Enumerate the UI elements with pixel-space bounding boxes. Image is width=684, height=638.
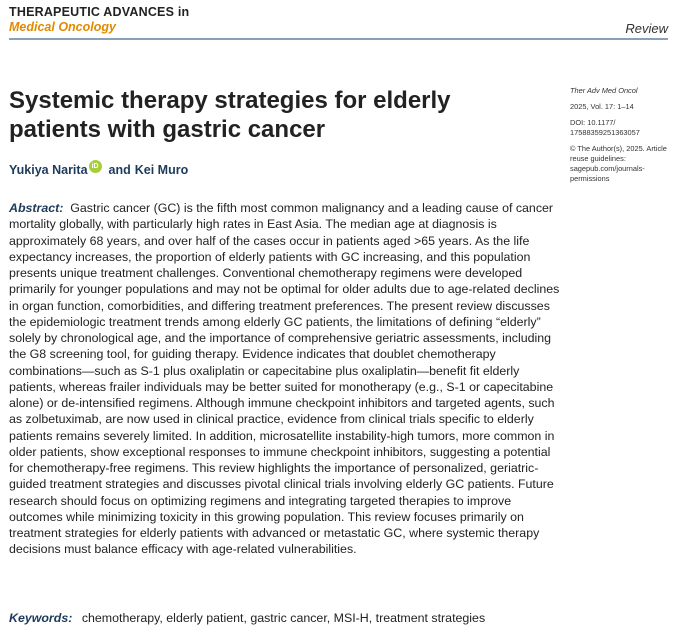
copyright-notice: © The Author(s), 2025. Article reuse guidelines: sagepub.com/journals-permissions bbox=[570, 144, 667, 183]
author-name[interactable]: Yukiya Narita bbox=[9, 163, 88, 177]
keywords-text: chemotherapy, elderly patient, gastric cancer, MSI-H, treatment strategies bbox=[81, 611, 486, 625]
journal-name-main: THERAPEUTIC ADVANCES bbox=[9, 5, 175, 19]
author-list bbox=[9, 163, 188, 177]
article-type: Review bbox=[625, 21, 668, 36]
author-conjunction: and bbox=[108, 163, 131, 177]
abstract bbox=[9, 200, 561, 558]
journal-name bbox=[9, 5, 189, 19]
abstract-text: Gastric cancer (GC) is the fifth most common malignancy and a leading cause of cancer mortality globally, with particularly high rates in East Asia. The median age at diagnosis is approximately 68 years, and over half of the cases occur in patients aged >65 years. As the life expectancy increases, the proportion of elderly patients with GC increasing, and this population presents unique treatment challenges. Conventional chemotherapy regimens were developed primarily for younger populations and may not be optimal for older adults due to age-related declines in organ function, comorbidities, and differing treatment preferences. The present review discusses the epidemiologic treatment trends among elderly GC patients, the limitations of defining “elderly” solely by chronological age, and the importance of comprehensive geriatric assessments, including the G8 screening tool, for guiding therapy. Evidence indicates that doublet chemotherapy combinations—such as S-1 plus oxaliplatin or capecitabine plus oxaliplatin—benefit fit elderly patients, whereas frailer individuals may be better suited for monotherapy (e.g., S-1 or capecitabine alone) or de-intensified regimens. Although immune checkpoint inhibitors and targeted agents, such as zolbetuximab, are now used in clinical practice, evidence from clinical trials specific to elderly patients remains severely limited. In addition, microsatellite instability-high tumors, more common in older patients, show exceptional responses to immune checkpoint inhibitors, suggesting a potential for chemotherapy-free regimens. This review highlights the importance of personalized, geriatric-guided treatment strategies and discusses pivotal clinical trials involving elderly GC patients. Future research should focus on optimizing regimens and integrating targeted therapies to improve outcomes while minimizing toxicity in this growing population. This review focuses primarily on treatment strategies for elderly patients with advanced or metastatic GC, where systemic therapy decisions must balance efficacy with age-related vulnerabilities. bbox=[9, 201, 560, 557]
header-divider bbox=[9, 38, 668, 40]
author-name[interactable]: Kei Muro bbox=[134, 163, 189, 177]
volume-info: 2025, Vol. 17: 1–14 bbox=[570, 102, 634, 111]
keywords-label: Keywords: bbox=[9, 611, 73, 625]
article-title: Systemic therapy strategies for elderly patients with gastric cancer bbox=[9, 87, 451, 143]
article-metadata bbox=[570, 86, 670, 190]
abstract-label: Abstract: bbox=[9, 201, 64, 215]
orcid-icon[interactable]: iD bbox=[89, 160, 102, 173]
journal-name-in: in bbox=[177, 5, 190, 19]
doi-link[interactable]: DOI: 10.1177/ 17588359251363057 bbox=[570, 118, 640, 137]
journal-abbreviation: Ther Adv Med Oncol bbox=[570, 86, 638, 95]
journal-section: Medical Oncology bbox=[9, 20, 116, 34]
keywords bbox=[9, 611, 609, 625]
journal-header bbox=[9, 5, 668, 41]
